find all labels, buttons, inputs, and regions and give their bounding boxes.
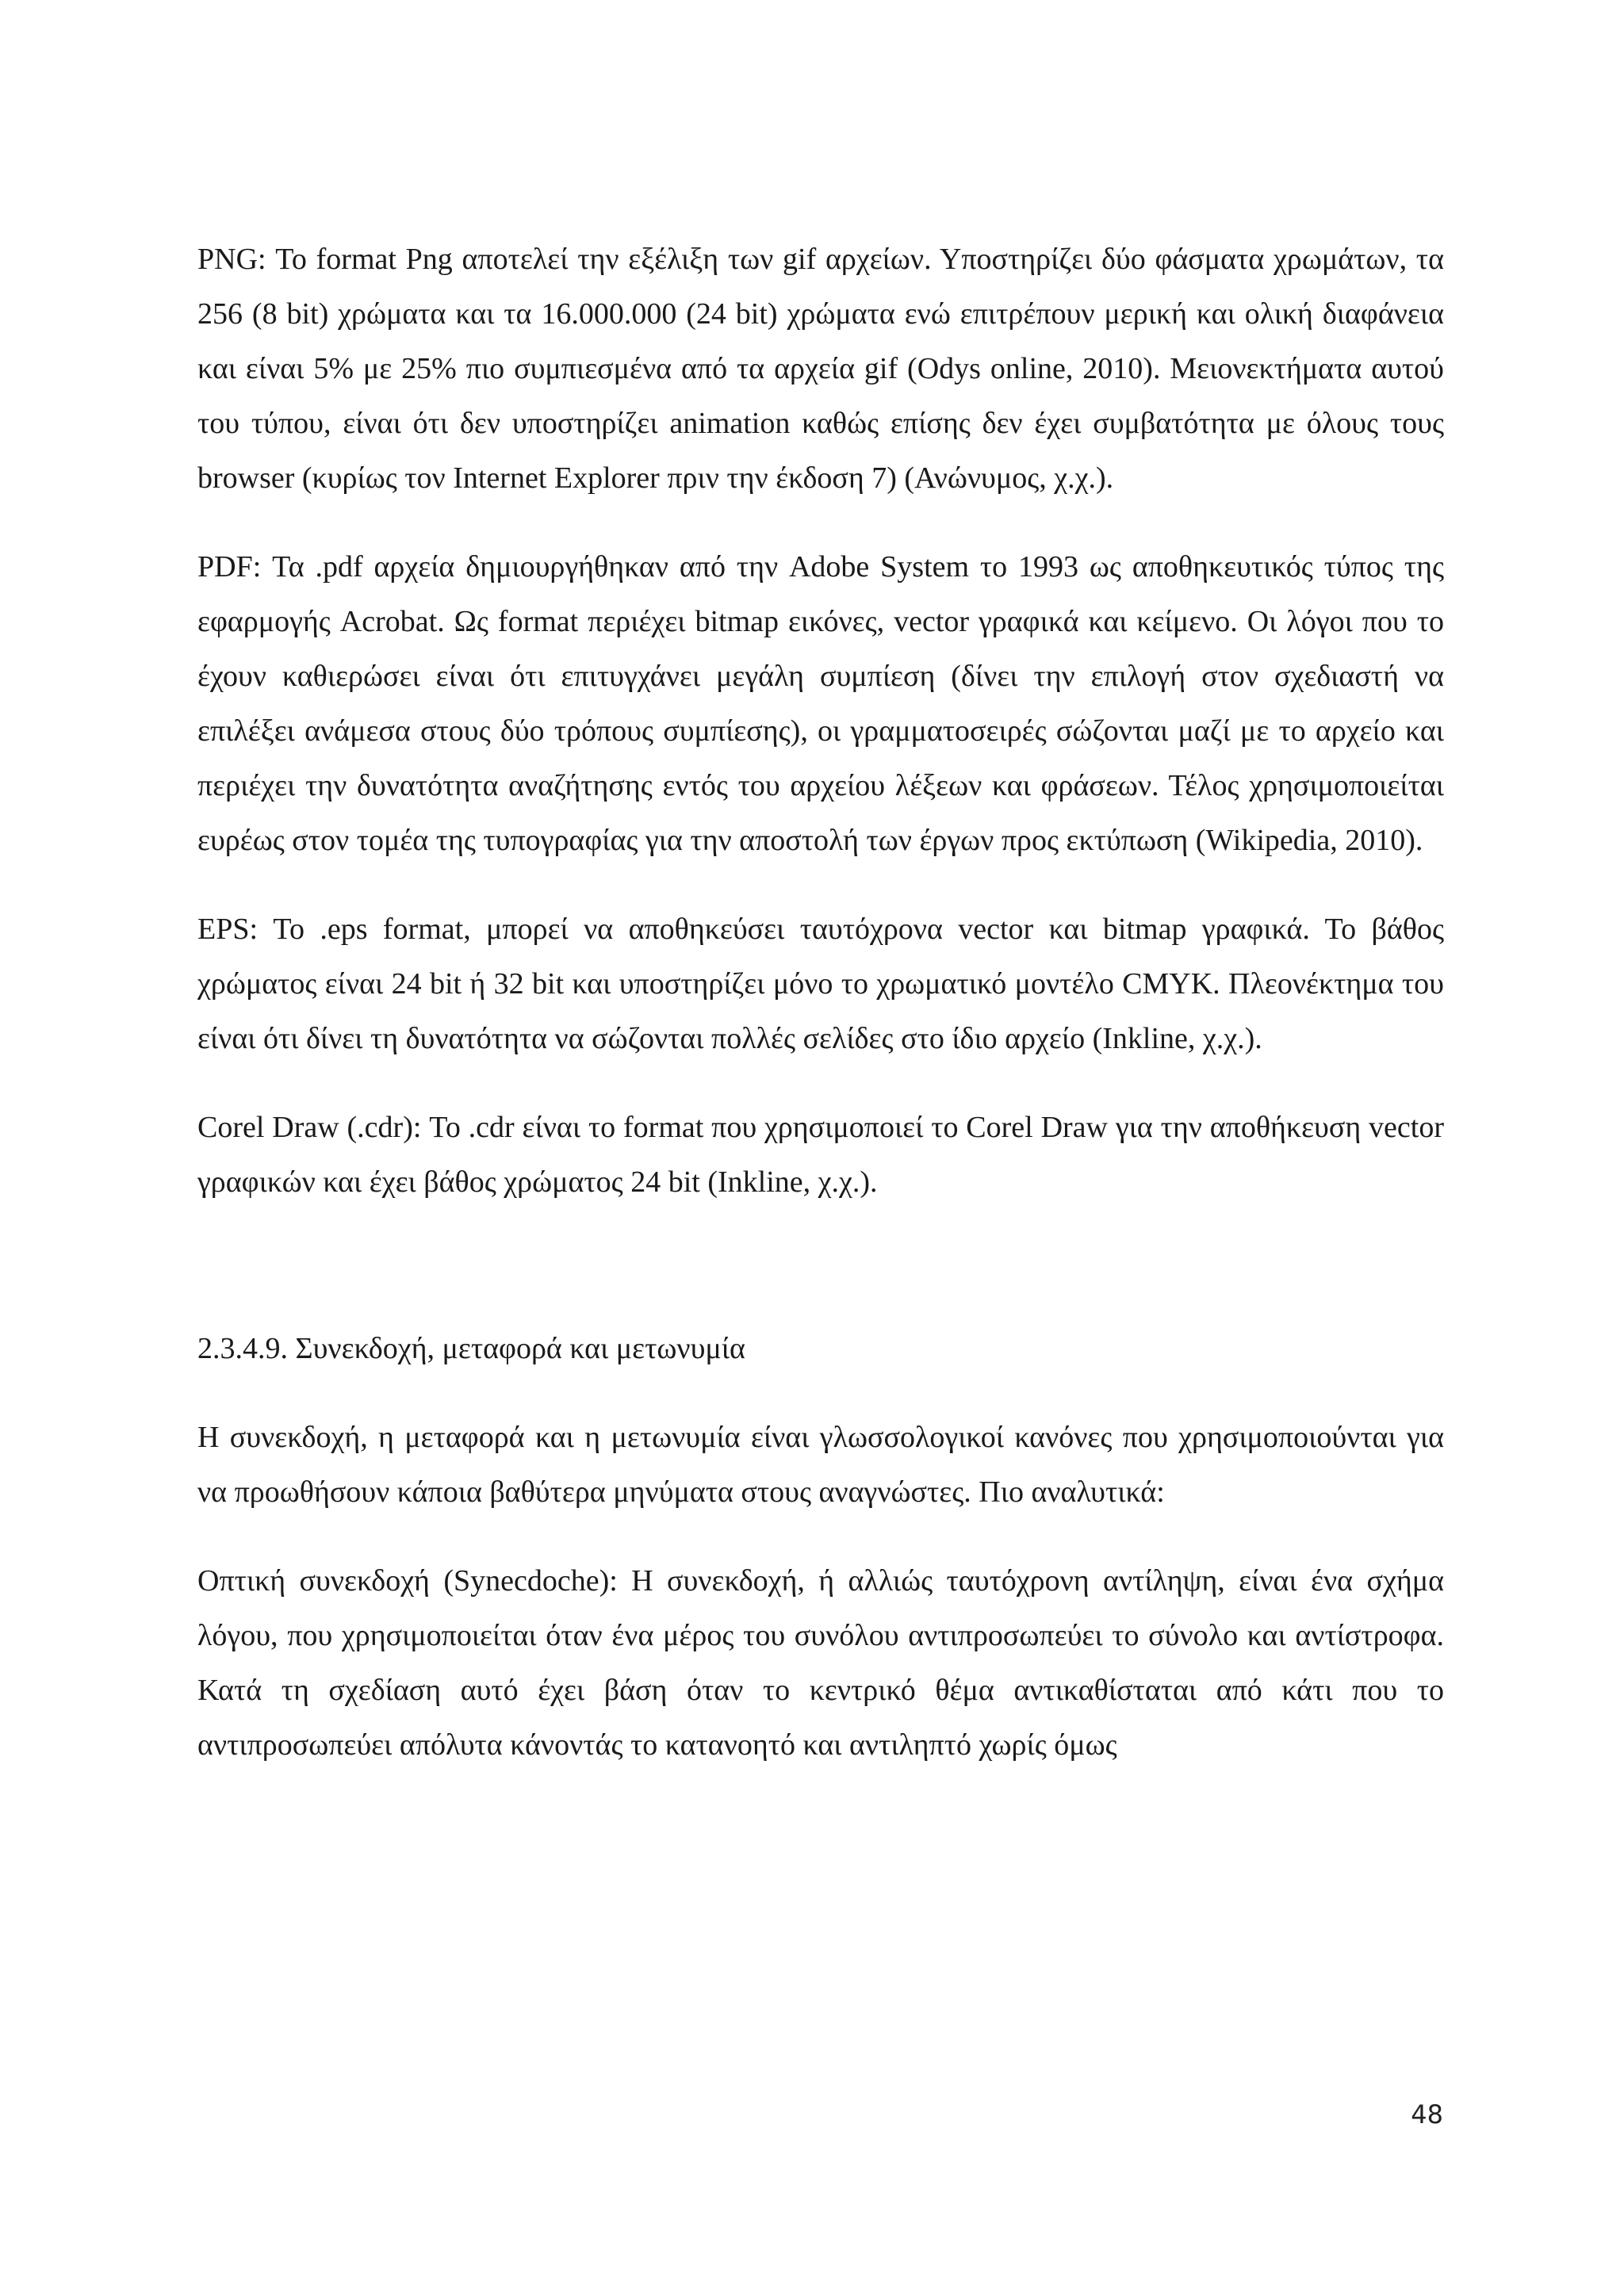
page-body [197, 232, 1444, 1773]
section-heading: 2.3.4.9. Συνεκδοχή, μεταφορά και μετωνυμία [197, 1332, 745, 1365]
paragraph-eps: EPS: Το .eps format, μπορεί να αποθηκεύσει ταυτόχρονα vector και bitmap γραφικά. Το βάθος χρώματος είναι 24 bit ή 32 bit και υποστηρίζει μόνο το χρωματικό μοντέλο CMYK. Πλεονέκτημα του είναι ότι δίνει τη δυνατότητα να σώζονται πολλές σελίδες στο ίδιο αρχείο (Inkline, χ.χ.). [197, 913, 1444, 1055]
paragraph-pdf: PDF: Τα .pdf αρχεία δημιουργήθηκαν από την Adobe System το 1993 ως αποθηκευτικός τύπος της εφαρμογής Acrobat. Ως format περιέχει bitmap εικόνες, vector γραφικά και κείμενο. Οι λόγοι που το έχουν καθιερώσει είναι ότι επιτυγχάνει μεγάλη συμπίεση (δίνει την επιλογή στον σχεδιαστή να επιλέξει ανάμεσα στους δύο τρόπους συμπίεσης), οι γραμματοσειρές σώζονται μαζί με το αρχείο και περιέχει την δυνατότητα αναζήτησης εντός του αρχείου λέξεων και φράσεων. Τέλος χρησιμοποιείται ευρέως στον τομέα της τυπογραφίας για την αποστολή των έργων προς εκτύπωση (Wikipedia, 2010). [197, 550, 1444, 857]
paragraph-png: PNG: Το format Png αποτελεί την εξέλιξη των gif αρχείων. Υποστηρίζει δύο φάσματα χρωμάτων, τα 256 (8 bit) χρώματα και τα 16.000.000 (24 bit) χρώματα ενώ επιτρέπουν μερική και ολική διαφάνεια και είναι 5% με 25% πιο συμπιεσμένα από τα αρχεία gif (Odys online, 2010). Μειονεκτήματα αυτού του τύπου, είναι ότι δεν υποστηρίζει animation καθώς επίσης δεν έχει συμβατότητα με όλους τους browser (κυρίως τον Internet Explorer πριν την έκδοση 7) (Ανώνυμος, χ.χ.). [197, 243, 1444, 495]
page-number: 48 [1411, 2099, 1443, 2130]
paragraph-corel-draw: Corel Draw (.cdr): Το .cdr είναι το format που χρησιμοποιεί το Corel Draw για την αποθήκευση vector γραφικών και έχει βάθος χρώματος 24 bit (Inkline, χ.χ.). [197, 1111, 1444, 1199]
paragraph-synecdoche: Οπτική συνεκδοχή (Synecdoche): Η συνεκδοχή, ή αλλιώς ταυτόχρονη αντίληψη, είναι ένα σχήμα λόγου, που χρησιμοποιείται όταν ένα μέρος του συνόλου αντιπροσωπεύει το σύνολο και αντίστροφα. Κατά τη σχεδίαση αυτό έχει βάση όταν το κεντρικό θέμα αντικαθίσταται από κάτι που το αντιπροσωπεύει απόλυτα κάνοντάς το κατανοητό και αντιληπτό χωρίς όμως [197, 1564, 1444, 1762]
paragraph-intro: Η συνεκδοχή, η μεταφορά και η μετωνυμία είναι γλωσσολογικοί κανόνες που χρησιμοποιούνται για να προωθήσουν κάποια βαθύτερα μηνύματα στους αναγνώστες. Πιο αναλυτικά: [197, 1421, 1444, 1509]
